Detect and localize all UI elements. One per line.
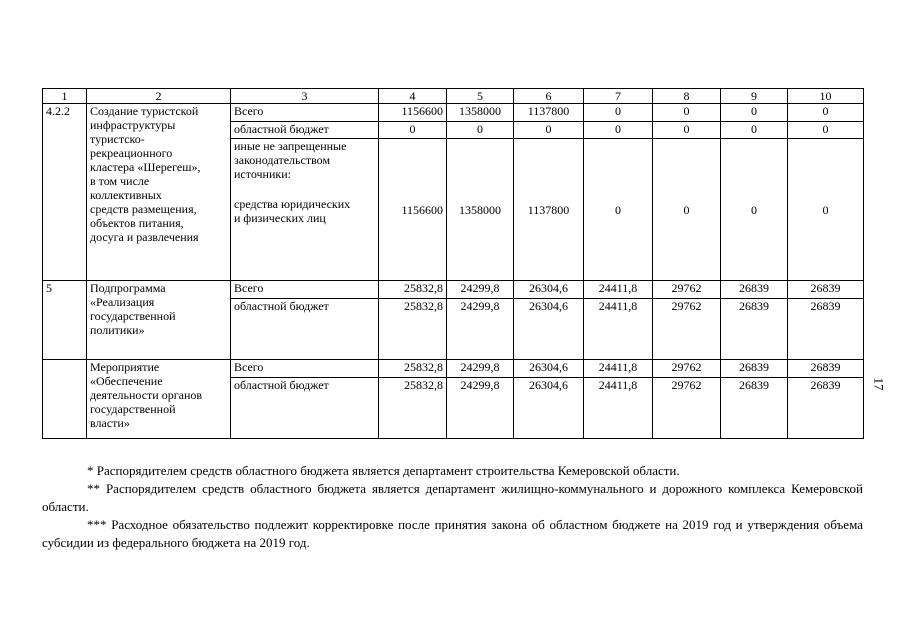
value-cell: 0	[379, 122, 447, 139]
value-cell: 0	[721, 122, 788, 139]
source-label: Всего	[231, 281, 379, 299]
value-cell: 26304,6	[514, 360, 584, 378]
value-cell: 0	[653, 122, 721, 139]
value-cell: 26839	[788, 378, 864, 439]
footnote: *** Расходное обязательство подлежит корректировке после принятия закона об областном бюджете на 2019 год и утверждения объема субсидии из федерального бюджета на 2019 год.	[42, 517, 863, 550]
footnote: * Распорядителем средств областного бюджета является департамент строительства Кемеровской области.	[87, 463, 680, 478]
value-cell: 26304,6	[514, 378, 584, 439]
value-cell: 24411,8	[584, 378, 653, 439]
source-label: средства юридических и физических лиц	[231, 197, 379, 281]
value-cell: 1358000	[447, 139, 514, 281]
value-cell: 1137800	[514, 139, 584, 281]
table-row	[43, 281, 864, 299]
value-cell: 26304,6	[514, 299, 584, 360]
header-cell: 9	[721, 89, 788, 104]
row-code: 4.2.2	[43, 104, 87, 281]
value-cell: 0	[788, 139, 864, 281]
row-name: Создание туристской инфраструктуры туристско- рекреационного кластера «Шерегеш», в том числе коллективных средств размещения, объектов питания, досуга и развлечения	[87, 104, 231, 281]
value-cell: 29762	[653, 360, 721, 378]
value-cell: 29762	[653, 281, 721, 299]
value-cell: 0	[584, 122, 653, 139]
value-cell: 24299,8	[447, 378, 514, 439]
header-row	[43, 89, 864, 104]
value-cell: 29762	[653, 378, 721, 439]
value-cell: 24299,8	[447, 360, 514, 378]
value-cell: 25832,8	[379, 299, 447, 360]
row-name: Подпрограмма «Реализация государственной политики»	[87, 281, 231, 360]
value-cell: 26839	[788, 360, 864, 378]
row-code	[43, 360, 87, 439]
value-cell: 0	[514, 122, 584, 139]
row-code: 5	[43, 281, 87, 360]
value-cell: 24411,8	[584, 360, 653, 378]
value-cell: 26839	[788, 281, 864, 299]
value-cell: 1358000	[447, 104, 514, 122]
header-cell: 2	[87, 89, 231, 104]
value-cell: 29762	[653, 299, 721, 360]
value-cell: 25832,8	[379, 378, 447, 439]
header-cell: 3	[231, 89, 379, 104]
footnotes	[42, 462, 863, 552]
table-row	[43, 360, 864, 378]
value-cell: 0	[788, 104, 864, 122]
header-cell: 7	[584, 89, 653, 104]
value-cell: 26839	[721, 281, 788, 299]
value-cell: 24299,8	[447, 281, 514, 299]
value-cell: 1137800	[514, 104, 584, 122]
value-cell: 0	[584, 104, 653, 122]
value-cell: 24299,8	[447, 299, 514, 360]
value-cell: 0	[788, 122, 864, 139]
value-cell: 1156600	[379, 139, 447, 281]
value-cell: 1156600	[379, 104, 447, 122]
value-cell: 0	[447, 122, 514, 139]
value-cell: 0	[721, 139, 788, 281]
source-label: областной бюджет	[231, 122, 379, 139]
header-cell: 5	[447, 89, 514, 104]
header-cell: 6	[514, 89, 584, 104]
value-cell: 24411,8	[584, 299, 653, 360]
header-cell: 1	[43, 89, 87, 104]
row-name: Мероприятие «Обеспечение деятельности органов государственной власти»	[87, 360, 231, 439]
value-cell: 25832,8	[379, 281, 447, 299]
header-cell: 8	[653, 89, 721, 104]
table-row	[43, 104, 864, 122]
footnote: ** Распорядителем средств областного бюджета является департамент жилищно-коммунального и дорожного комплекса Кемеровской области.	[42, 481, 863, 514]
value-cell: 26839	[721, 299, 788, 360]
value-cell: 0	[653, 104, 721, 122]
budget-table	[42, 88, 864, 439]
source-label: Всего	[231, 104, 379, 122]
page-number: 17	[871, 377, 887, 391]
source-label: областной бюджет	[231, 378, 379, 439]
source-label: областной бюджет	[231, 299, 379, 360]
header-cell: 10	[788, 89, 864, 104]
value-cell: 26839	[721, 378, 788, 439]
value-cell: 26839	[788, 299, 864, 360]
value-cell: 26304,6	[514, 281, 584, 299]
value-cell: 24411,8	[584, 281, 653, 299]
value-cell: 0	[653, 139, 721, 281]
header-cell: 4	[379, 89, 447, 104]
value-cell: 0	[721, 104, 788, 122]
value-cell: 25832,8	[379, 360, 447, 378]
source-label: иные не запрещенные законодательством источники:	[231, 139, 379, 197]
value-cell: 0	[584, 139, 653, 281]
value-cell: 26839	[721, 360, 788, 378]
source-label: Всего	[231, 360, 379, 378]
